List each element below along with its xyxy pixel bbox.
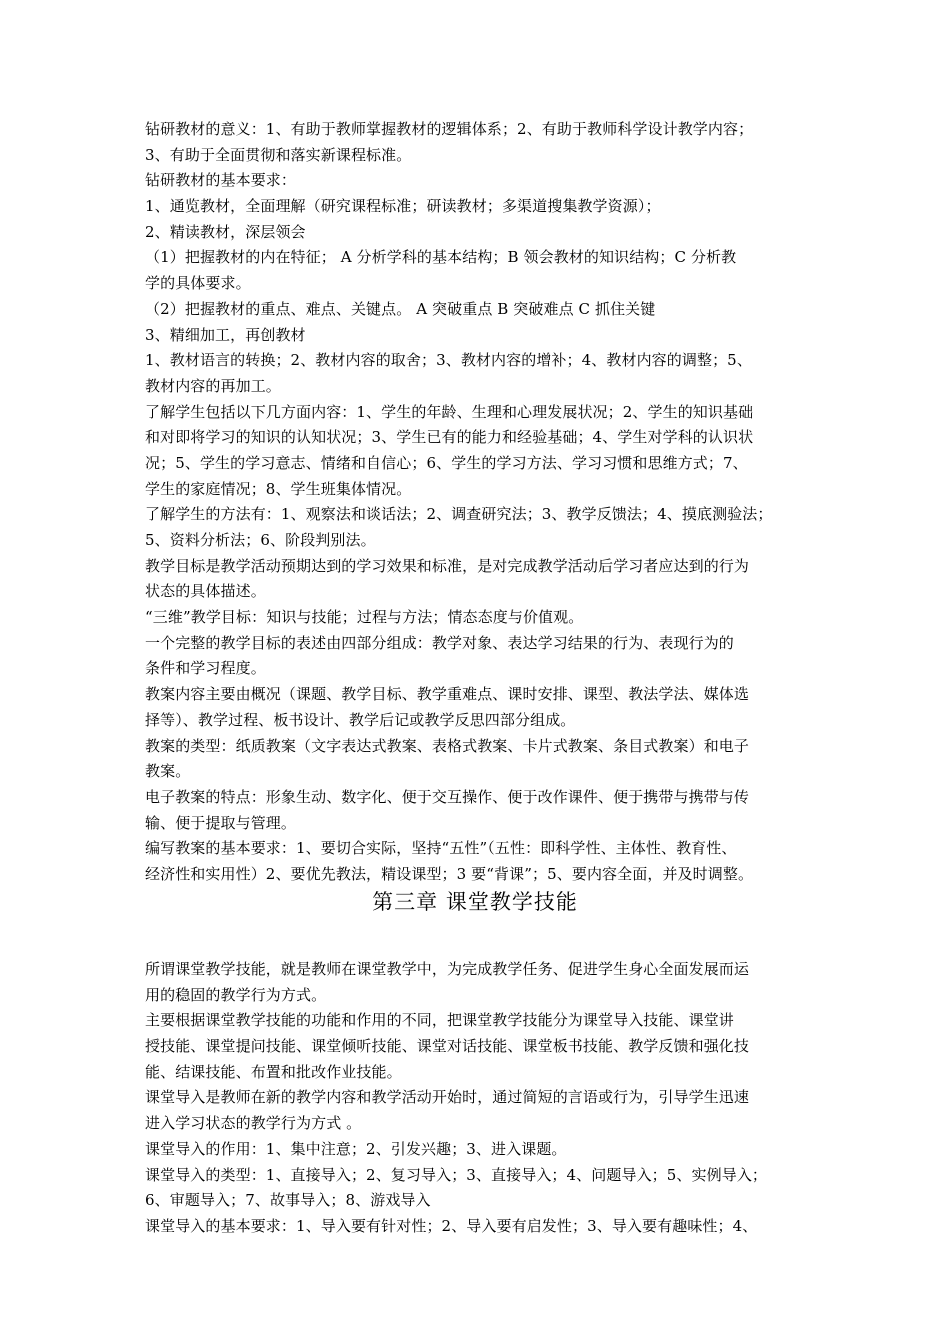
text-line: 经济性和实用性）2、要优先教法，精设课型；3 要“背课”；5、要内容全面，并及时调整。: [145, 864, 754, 883]
text-line: 钻研教材的基本要求：: [145, 171, 297, 190]
text-line: 进入学习状态的教学行为方式 。: [145, 1114, 362, 1133]
text-line: 电子教案的特点：形象生动、数字化、便于交互操作、便于改作课件、便于携带与携带与传: [145, 787, 750, 806]
text-line: 输、便于提取与管理。: [145, 813, 297, 832]
text-line: 3、精细加工，再创教材: [145, 325, 306, 344]
text-line: 6、审题导入；7、故事导入；8、游戏导入: [145, 1191, 431, 1210]
text-line: 一个完整的教学目标的表述由四部分组成：教学对象、表达学习结果的行为、表现行为的: [145, 633, 734, 652]
document-body-section-2: [145, 957, 817, 1240]
chapter-heading: 第三章 课堂教学技能: [372, 890, 578, 914]
text-line: 5、资料分析法；6、阶段判别法。: [145, 531, 376, 549]
text-line: 3、有助于全面贯彻和落实新课程标准。: [145, 145, 412, 164]
text-line: （2）把握教材的重点、难点、关键点。 A 突破重点 B 突破难点 C 抓住关键: [145, 299, 656, 318]
text-line: 课堂导入的基本要求：1、导入要有针对性；2、导入要有启发性；3、导入要有趣味性；4、: [145, 1216, 758, 1235]
text-line: 编写教案的基本要求：1、要切合实际，坚持“五性”（五性：即科学性、主体性、教育性、: [145, 839, 737, 858]
text-line: 主要根据课堂教学技能的功能和作用的不同，把课堂教学技能分为课堂导入技能、课堂讲: [145, 1011, 734, 1030]
text-line: 教案内容主要由概况（课题、教学目标、教学重难点、课时安排、课型、教法学法、媒体选: [145, 685, 750, 704]
text-line: 教材内容的再加工。: [145, 376, 281, 395]
text-line: 条件和学习程度。: [145, 659, 266, 678]
text-line: （1）把握教材的内在特征； A 分析学科的基本结构；B 领会教材的知识结构；C 分析教: [145, 248, 737, 267]
text-line: 了解学生的方法有：1、观察法和谈话法；2、调查研究法；3、教学反馈法；4、摸底测验法；: [145, 505, 773, 524]
text-line: 2、精读教材，深层领会: [145, 222, 306, 241]
text-line: 教学目标是教学活动预期达到的学习效果和标准，是对完成教学活动后学习者应达到的行为: [145, 556, 750, 575]
text-line: 课堂导入是教师在新的教学内容和教学活动开始时，通过简短的言语或行为，引导学生迅速: [145, 1088, 750, 1107]
text-line: 钻研教材的意义：1、有助于教师掌握教材的逻辑体系；2、有助于教师科学设计教学内容；: [145, 120, 754, 138]
text-line: 1、通览教材，全面理解（研究课程标准；研读教材；多渠道搜集教学资源）；: [145, 197, 661, 216]
text-line: 教案。: [145, 762, 191, 781]
text-line: 了解学生包括以下几方面内容：1、学生的年龄、生理和心理发展状况；2、学生的知识基础: [145, 402, 754, 421]
text-line: 状态的具体描述。: [145, 582, 266, 601]
text-line: 学的具体要求。: [145, 274, 251, 293]
text-line: 1、教材语言的转换；2、教材内容的取舍；3、教材内容的增补；4、教材内容的调整；5、: [145, 351, 752, 370]
text-line: 况；5、学生的学习意志、情绪和自信心；6、学生的学习方法、学习习惯和思维方式；7、: [145, 453, 748, 472]
text-line: 用的稳固的教学行为方式。: [145, 985, 327, 1004]
text-line: 所谓课堂教学技能，就是教师在课堂教学中，为完成教学任务、促进学生身心全面发展而运: [145, 960, 750, 978]
document-body-section-1: [145, 117, 817, 888]
text-line: 学生的家庭情况；8、学生班集体情况。: [145, 479, 412, 498]
text-line: 课堂导入的类型：1、直接导入；2、复习导入；3、直接导入；4、问题导入；5、实例导入；: [145, 1165, 768, 1184]
text-line: 授技能、课堂提问技能、课堂倾听技能、课堂对话技能、课堂板书技能、教学反馈和强化技: [145, 1037, 750, 1056]
text-line: 课堂导入的作用：1、集中注意；2、引发兴趣；3、进入课题。: [145, 1139, 567, 1158]
text-line: 教案的类型：纸质教案（文字表达式教案、表格式教案、卡片式教案、条目式教案）和电子: [145, 736, 750, 755]
text-line: 择等）、教学过程、板书设计、教学后记或教学反思四部分组成。: [145, 710, 576, 729]
text-line: 和对即将学习的知识的认知状况；3、学生已有的能力和经验基础；4、学生对学科的认识状: [145, 428, 754, 447]
text-line: “三维”教学目标：知识与技能；过程与方法；情态态度与价值观。: [145, 608, 584, 627]
text-line: 能、结课技能、布置和批改作业技能。: [145, 1062, 402, 1081]
